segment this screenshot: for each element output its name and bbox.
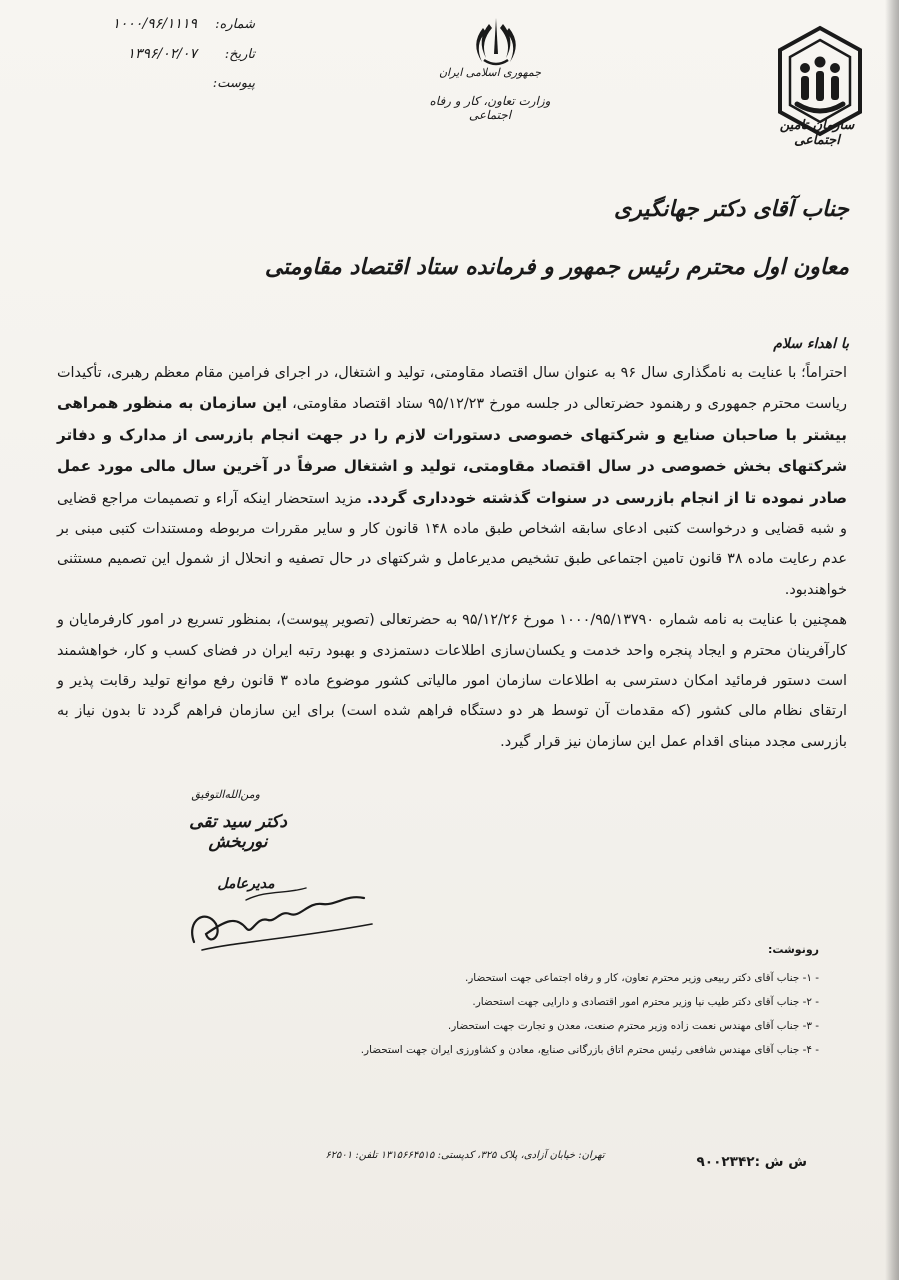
footer-postal-number: ش ش :۹۰۰۲۳۴۲ (696, 1154, 807, 1170)
body-p1-intro: احتراماً؛ با عنایت به نامگذاری سال ۹۶ به عنوان سال اقتصاد مقاومتی، تولید و اشتغال، در اجرای فرامین مقام معظم رهبری، تأکیدات ریاست محترم جمهوری و رهنمود حضرتعالی در جلسه مورخ ۹۵/۱۲/۲۳ ستاد اقتصاد مقاومتی، (57, 365, 848, 413)
national-emblem-icon (470, 14, 522, 68)
body-paragraph-1 (57, 358, 847, 605)
signatory-title: مدیرعامل (217, 876, 275, 892)
scan-shadow-edge (885, 0, 899, 1280)
ministry-name: وزارت تعاون، کار و رفاه اجتماعی (429, 94, 551, 122)
number-label: شماره: (215, 17, 255, 32)
date-label: تاریخ: (224, 47, 255, 62)
body-p1-rest: مزید استحضار اینکه آراء و تصمیمات مراجع قضایی و شبه قضایی و درخواست کتبی ادعای سابقه اشخاص طبق ماده ۱۴۸ قانون کار و سایر مقررات مربوطه ومستندات کتبی مبنی بر عدم رعایت ماده ۳۸ قانون تامین اجتماعی طبق تشخیص مدیرعامل و شرکتهای در حال تصفیه و انحلال از شمول این تصمیم مستثنی خواهندبود. (57, 490, 847, 598)
body-paragraph-2: همچنین با عنایت به نامه شماره ۱۰۰۰/۹۵/۱۳۷۹۰ مورخ ۹۵/۱۲/۲۶ به حضرتعالی (تصویر پیوست)، بمنظور تسریع در امور کارفرمایان و کارآفرینان محترم و ایجاد پنجره واحد خدمت و یکسان‌سازی اطلاعات دستمزدی و بهبود رتبه ایران در فضای کسب و کار، خواهشمند است دستور فرمائید امکان دسترسی به اطلاعات سازمان امور مالیاتی کشور موضوع ماده ۳ قانون رفع موانع تولید رقابت پذیر و ارتقای نظام مالی کشور (که مقدمات آن توسط هر دو دستگاه فراهم شده است) برای این سازمان فراهم گردد تا بدون نیاز به بازرسی مجدد مبنای اقدام عمل این سازمان نیز قرار گیرد. (57, 612, 847, 750)
footer-address: تهران: خیابان آزادی، پلاک ۳۲۵، کدپستی: ۱۳۱۵۶۶۴۵۱۵ تلفن: ۶۲۵۰۱ (325, 1150, 605, 1161)
date-value: ۱۳۹۶/۰۲/۰۷ (127, 46, 197, 62)
attachment-label: پیوست: (212, 76, 255, 91)
number-value: ۱۰۰۰/۹۶/۱۱۱۹ (112, 16, 197, 32)
recipient-name: جناب آقای دکتر جهانگیری (614, 196, 849, 222)
cc-list (179, 943, 819, 1062)
signature-closing: ومن‌الله‌التوفیق (191, 788, 260, 801)
recipient-title: معاون اول محترم رئیس جمهور و فرمانده ستاد اقتصاد مقاومتی (264, 254, 849, 280)
organization-name: سازمان تامین اجتماعی (779, 118, 855, 148)
republic-name: جمهوری اسلامی ایران (438, 66, 542, 79)
cc-item-1: - ۱- جناب آقای دکتر ربیعی وزیر محترم تعاون، کار و رفاه اجتماعی جهت استحضار. (464, 972, 819, 984)
signatory-name: دکتر سید تقی نوربخش (189, 812, 287, 852)
letter-metadata (80, 16, 255, 106)
cc-item-2: - ۲- جناب آقای دکتر طیب نیا وزیر محترم امور اقتصادی و دارایی جهت استحضار. (472, 996, 819, 1008)
body-p1-bold: این سازمان به منظور همراهی بیشتر با صاحبان صنایع و شرکتهای خصوصی دستورات لازم را در جهت انجام بازرسی از مدارک و دفاتر شرکتهای بخش خصوصی در سال اقتصاد مقاومتی، تولید و اشتغال صرفاً در آخرین سال مالی مورد عمل صادر نموده تا از انجام بازرسی در سنوات گذشته خودداری گردد. (57, 394, 847, 507)
letter-body (57, 358, 847, 757)
salutation: با اهداء سلام (773, 336, 849, 352)
number-row (80, 16, 255, 42)
date-row (80, 46, 255, 72)
cc-title: رونوشت: (767, 943, 819, 956)
cc-item-4: - ۴- جناب آقای مهندس شافعی رئیس محترم اتاق بازرگانی صنایع، معادن و کشاورزی ایران جهت استحضار. (360, 1044, 819, 1056)
cc-item-3: - ۳- جناب آقای مهندس نعمت زاده وزیر محترم صنعت، معدن و تجارت جهت استحضار. (447, 1020, 819, 1032)
attachment-row (80, 76, 255, 102)
